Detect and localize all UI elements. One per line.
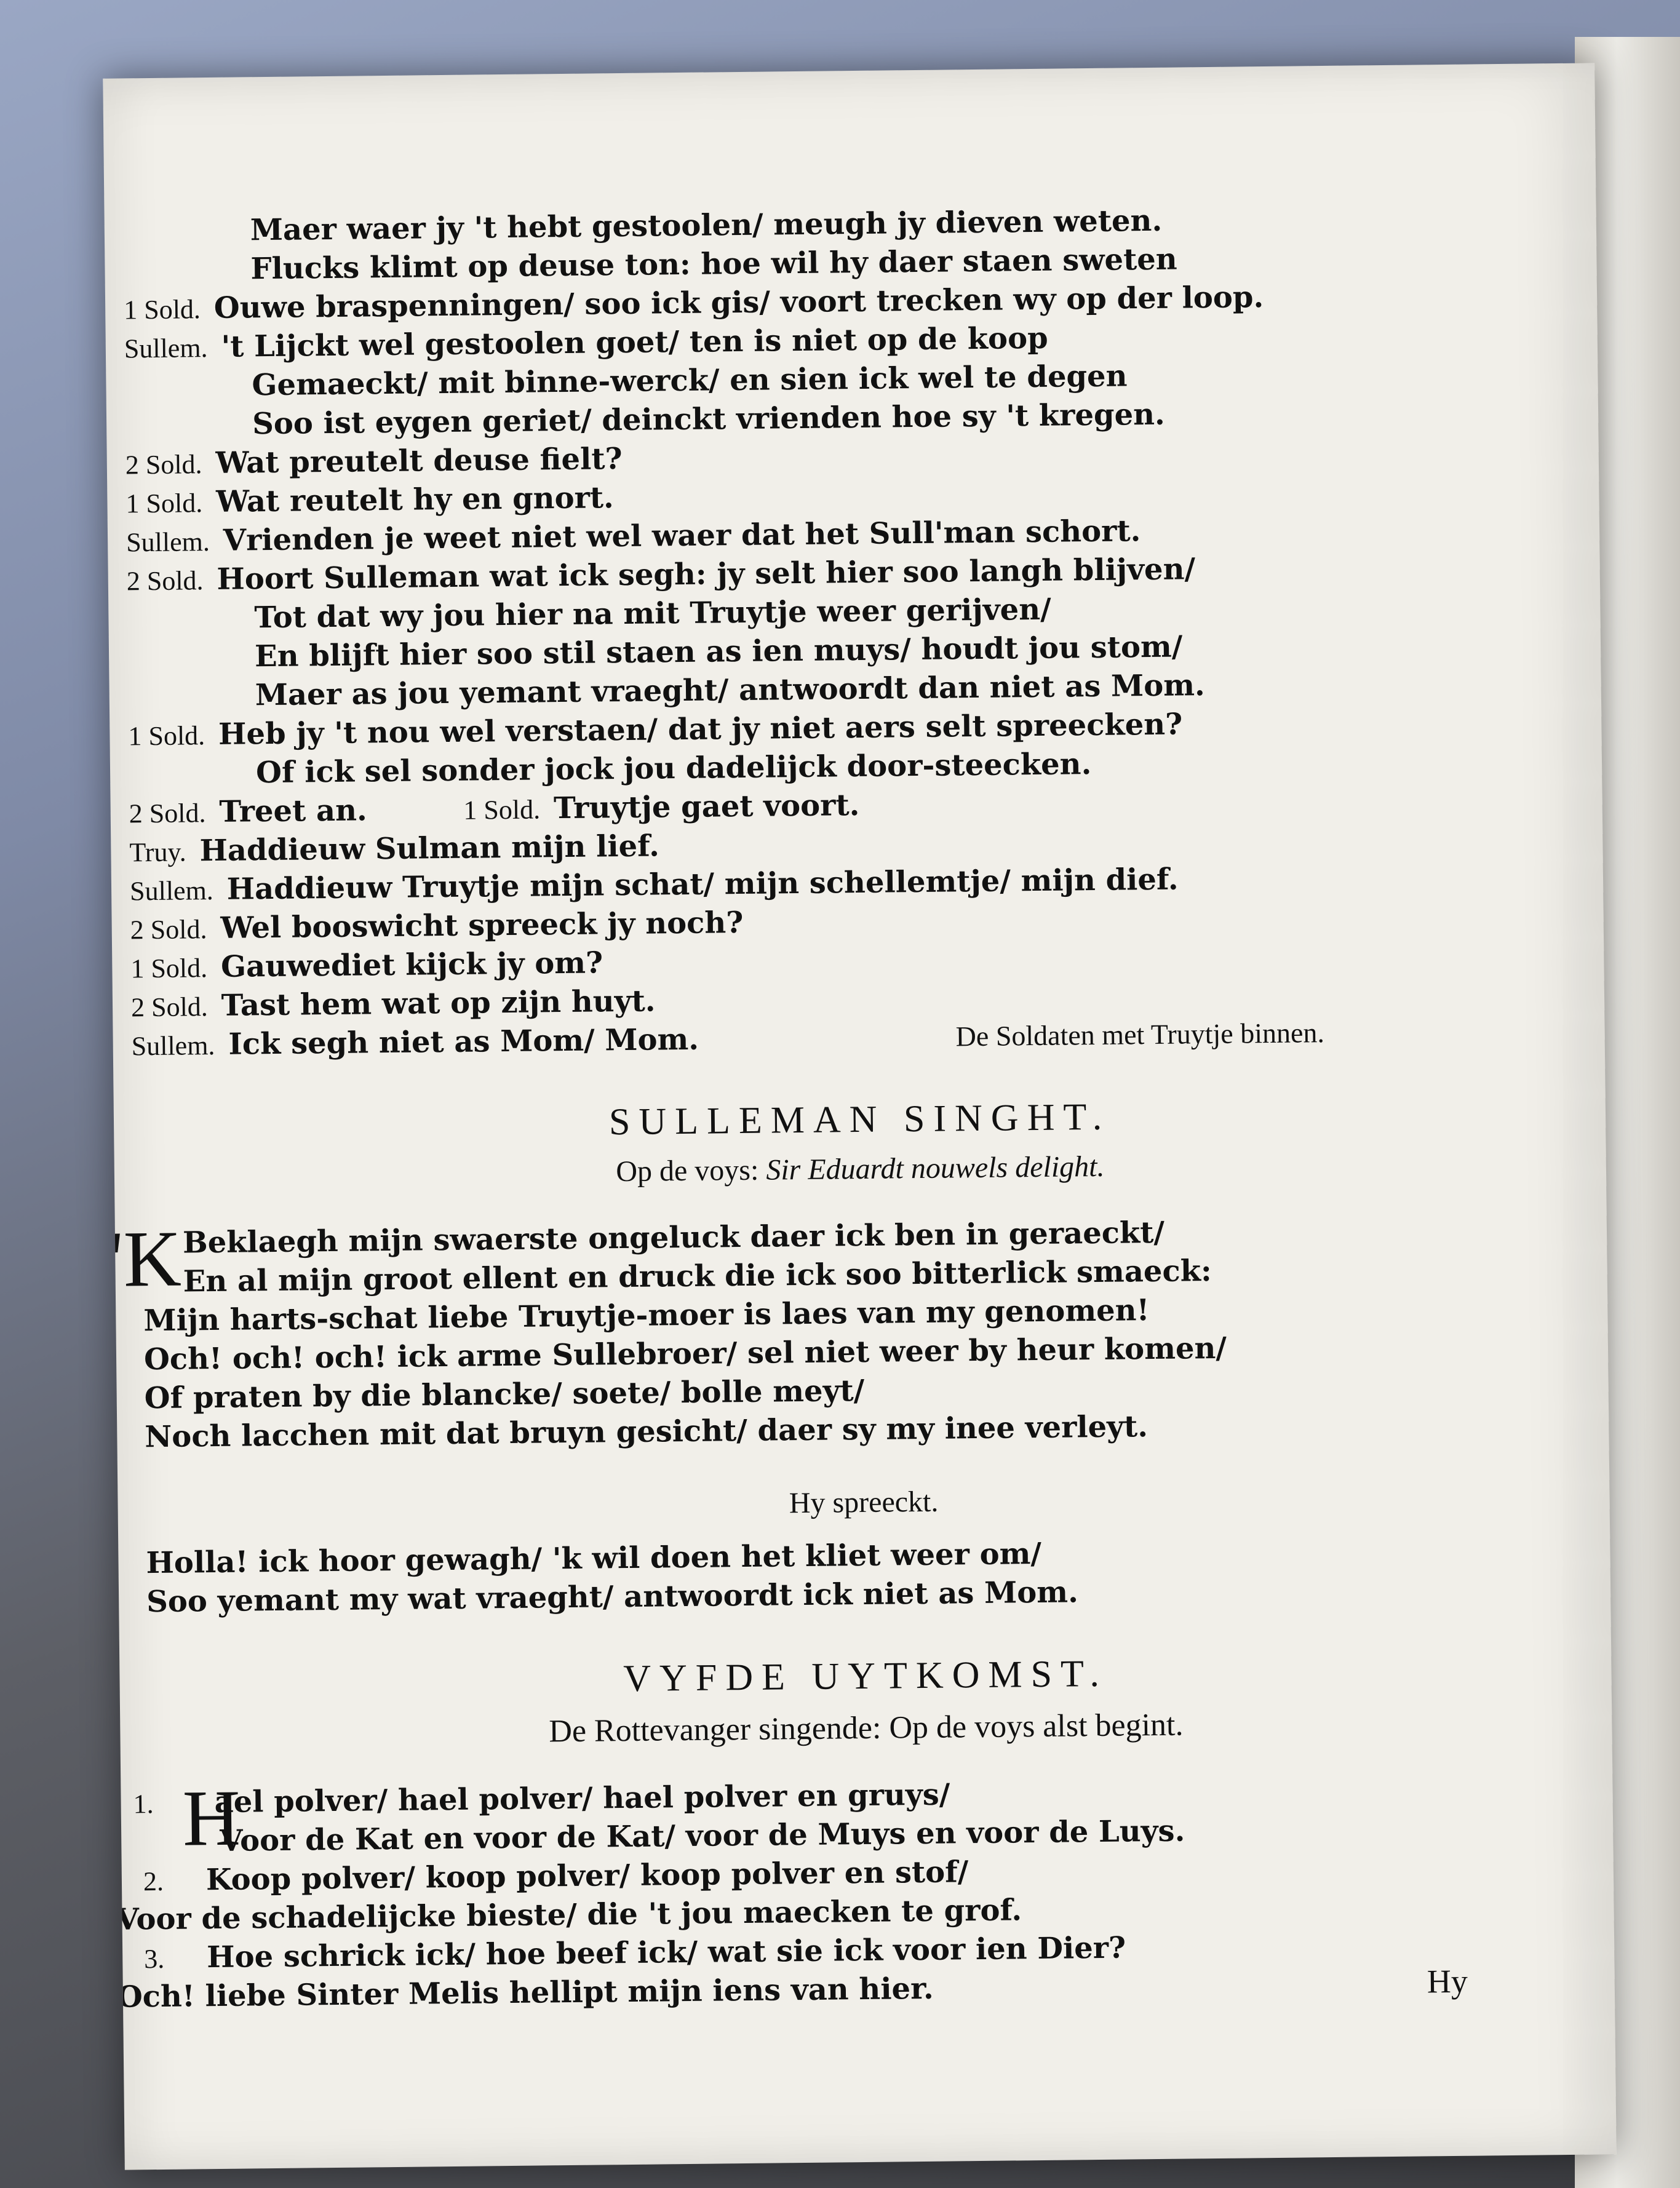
verse-line: Och! liebe Sinter Melis hellipt mijn iens van hier. [116,1971,934,2015]
song-drop-initial: 'K [108,1214,182,1304]
dialogue-line: 1 Sold. Gauwediet kijck jy om? [130,945,603,984]
dialogue-line: En blijft hier soo stil staen as ien muys/ houdt jou stom/ [254,629,1183,674]
dialogue-line: Maer as jou yemant vraeght/ antwoordt dan niet as Mom. [255,668,1205,713]
verse-line: 2. Koop polver/ koop polver/ koop polver en stof/ [143,1855,969,1898]
speech-line: Holla! ick hoor gewagh/ 'k wil doen het kliet weer om/ [146,1536,1042,1581]
catchword: Hy [1427,1962,1468,2000]
dialogue-line: 2 Sold. Treet an. 1 Sold. Truytje gaet voort. [129,787,860,829]
stage-direction: De Soldaten met Truytje binnen. [955,1017,1325,1052]
verse-line: Voor de Kat en voor de Kat/ voor de Muys en voor de Luys. [219,1813,1185,1858]
book-page [103,63,1616,2170]
song-line: Beklaegh mijn swaerste ongeluck daer ick ben in geraeckt/ [182,1215,1165,1260]
dialogue-line: 2 Sold. Hoort Sulleman wat ick segh: jy selt hier soo langh blijven/ [126,552,1196,597]
dialogue-line: 2 Sold. Wel booswicht spreeck jy noch? [130,905,744,945]
dialogue-line: Truy. Haddieuw Sulman mijn lief. [129,829,660,869]
dialogue-line: 2 Sold. Wat preutelt deuse fielt? [125,441,623,480]
song-tune: Op de voys: Sir Eduardt nouwels delight. [616,1150,1105,1188]
dialogue-line: Sullem. Vrienden je weet niet wel waer dat het Sull'man schort. [125,514,1141,558]
song-line: En al mijn groot ellent en druck die ick soo bitterlick smaeck: [183,1254,1212,1299]
act-subheading: De Rottevanger singende: Op de voys alst begint. [549,1707,1184,1749]
act-drop-initial: H [182,1773,241,1863]
song-line: Of praten by die blancke/ soete/ bolle meyt/ [144,1373,865,1416]
dialogue-line: Sullem. Ick segh niet as Mom/ Mom. [131,1022,699,1062]
dialogue-line: 2 Sold. Tast hem wat op zijn huyt. [130,984,656,1023]
speech-line: Soo yemant my wat vraeght/ antwoordt ick niet as Mom. [146,1575,1079,1620]
verse-line: 3. Hoe schrick ick/ hoe beef ick/ wat sie ick voor ien Dier? [144,1930,1126,1975]
song-line: Mijn harts-schat liebe Truytje-moer is laes van my genomen! [143,1293,1150,1339]
dialogue-line: Sullem. 't Lijckt wel gestoolen goet/ ten is niet op de koop [124,320,1048,364]
dialogue-line: Sullem. Haddieuw Truytje mijn schat/ mijn schellemtje/ mijn dief. [129,862,1179,907]
song-line: Och! och! och! ick arme Sullebroer/ sel niet weer by heur komen/ [143,1331,1227,1377]
dialogue-line: Flucks klimt op deuse ton: hoe wil hy daer staen sweten [250,242,1177,287]
song-heading: SULLEMAN SINGHT. [608,1096,1111,1144]
dialogue-line: Of ick sel sonder jock jou dadelijck door-steecken. [255,747,1092,790]
dialogue-line: Gemaeckt/ mit binne-werck/ en sien ick wel te degen [252,359,1128,403]
dialogue-line: 1 Sold. Wat reutelt hy en gnort. [125,480,615,519]
dialogue-line: Soo ist eygen geriet/ deinckt vrienden hoe sy 't kregen. [252,397,1165,442]
song-line: Noch lacchen mit dat bruyn gesicht/ daer sy my inee verleyt. [145,1409,1149,1455]
dialogue-line: Tot dat wy jou hier na mit Truytje weer gerijven/ [254,592,1051,635]
verse-line: 1. ael polver/ hael polver/ hael polver en gruys/ [133,1777,950,1820]
dialogue-line: 1 Sold. Ouwe braspenningen/ soo ick gis/ voort trecken wy op der loop. [123,280,1264,325]
dialogue-line: 1 Sold. Heb jy 't nou wel verstaen/ dat jy niet aers selt spreecken? [128,707,1183,752]
act-heading: VYFDE UYTKOMST. [623,1652,1109,1700]
verse-line: Voor de schadelijcke bieste/ die 't jou maecken te grof. [116,1893,1022,1937]
dialogue-line: Maer waer jy 't hebt gestoolen/ meugh jy dieven weten. [250,203,1163,248]
speech-heading: Hy spreeckt. [789,1485,939,1520]
